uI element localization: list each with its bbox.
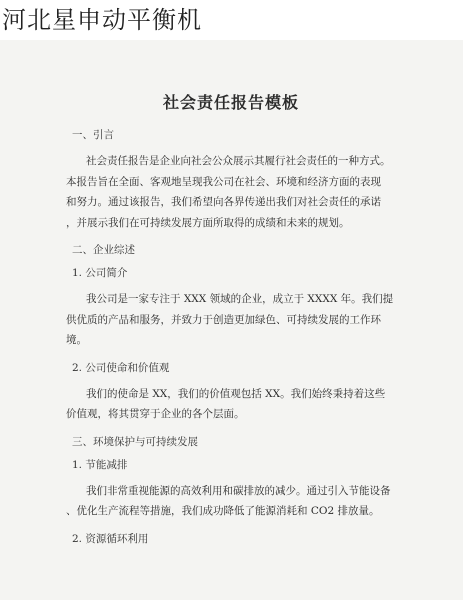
document-title: 社会责任报告模板 (162, 93, 299, 112)
paragraph-line: 境。 (66, 334, 87, 346)
paragraph-intro (66, 151, 396, 233)
paragraph-line: 我们的使命是 XX，我们的价值观包括 XX。我们始终秉持着这些 (86, 387, 386, 400)
subsection-heading-company-profile: 1. 公司简介 (72, 267, 128, 279)
subsection-heading-resource-recycling: 2. 资源循环利用 (72, 532, 149, 545)
document-content (66, 92, 396, 555)
paragraph-line: 价值观，将其贯穿于企业的各个层面。 (66, 408, 245, 420)
page-banner-title: 河北星申动平衡机 (2, 6, 202, 34)
paragraph-line: 供优质的产品和服务，并致力于创造更加绿色、可持续发展的工作环 (66, 313, 381, 326)
section-heading-overview: 二、企业综述 (72, 244, 135, 256)
paragraph-line: 、优化生产流程等措施，我们成功降低了能源消耗和 CO2 排放量。 (66, 505, 380, 517)
paragraph-mission (66, 384, 396, 425)
section-heading-environment: 三、环境保护与可持续发展 (72, 435, 198, 448)
paragraph-line: 和努力。通过该报告，我们希望向各界传递出我们对社会责任的承诺 (66, 196, 381, 208)
paragraph-line: 本报告旨在全面、客观地呈现我公司在社会、环境和经济方面的表现 (66, 175, 381, 188)
paragraph-company-profile (66, 289, 396, 351)
paragraph-line: 我们非常重视能源的高效利用和碳排放的减少。通过引入节能设备 (86, 484, 391, 497)
paragraph-line: 社会责任报告是企业向社会公众展示其履行社会责任的一种方式。 (86, 155, 391, 167)
paragraph-line: ，并展示我们在可持续发展方面所取得的成绩和未来的规划。 (66, 216, 350, 229)
subsection-heading-energy-saving: 1. 节能减排 (72, 458, 128, 471)
document-scan (0, 40, 463, 600)
subsection-heading-mission: 2. 公司使命和价值观 (72, 361, 170, 374)
section-heading-intro: 一、引言 (72, 129, 114, 141)
paragraph-energy-saving (66, 481, 396, 522)
paragraph-line: 我公司是一家专注于 XXX 领域的企业，成立于 XXXX 年。我们提 (86, 293, 394, 305)
